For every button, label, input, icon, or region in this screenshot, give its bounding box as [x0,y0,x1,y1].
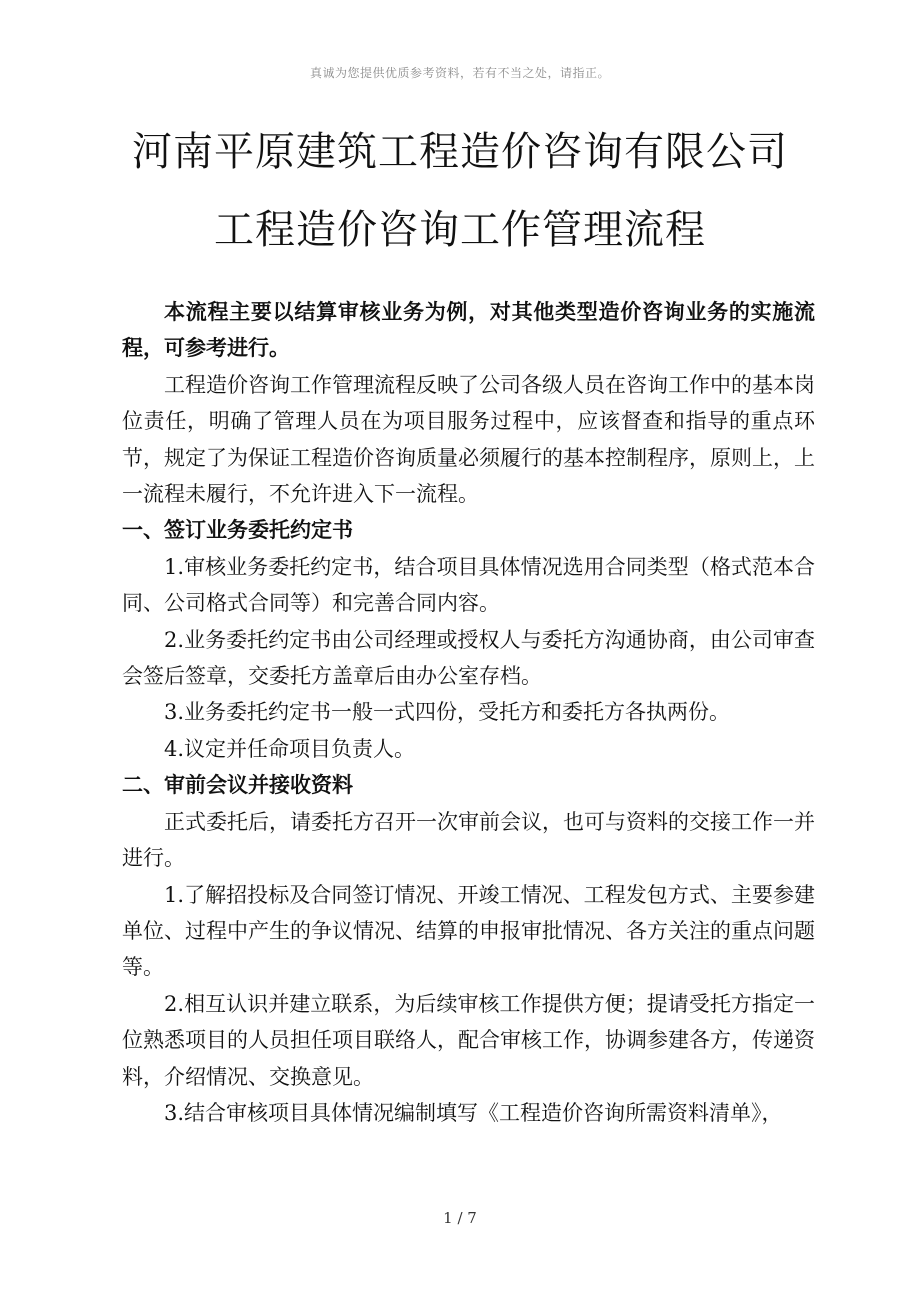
page-number: 1 / 7 [443,1209,477,1227]
list-item: 3.结合审核项目具体情况编制填写《工程造价咨询所需资料清单》， [164,1100,783,1125]
list-item: 1.审核业务委托约定书，结合项目具体情况选用合同类型（格式范本合同、公司格式合同等）和完善合同内容。 [122,554,815,616]
intro-bold-paragraph: 本流程主要以结算审核业务为例，对其他类型造价咨询业务的实施流程，可参考进行。 [122,299,815,361]
document-title: 工程造价咨询工作管理流程 [214,207,706,253]
intro-paragraph: 工程造价咨询工作管理流程反映了公司各级人员在咨询工作中的基本岗位责任，明确了管理人员在为项目服务过程中，应该督查和指导的重点环节，规定了为保证工程造价咨询质量必须履行的基本控制程序，原则上，上一流程未履行，不允许进入下一流程。 [122,372,815,507]
document-body [122,294,815,1131]
company-title: 河南平原建筑工程造价咨询有限公司 [132,129,788,175]
list-item: 3.业务委托约定书一般一式四份，受托方和委托方各执两份。 [164,700,731,725]
section-heading: 二、审前会议并接收资料 [122,772,353,798]
section-lead-paragraph: 正式委托后，请委托方召开一次审前会议，也可与资料的交接工作一并进行。 [122,809,815,871]
list-item: 4.议定并任命项目负责人。 [164,736,416,761]
header-note: 真诚为您提供优质参考资料，若有不当之处，请指正。 [309,66,610,80]
list-item: 1.了解招投标及合同签订情况、开竣工情况、工程发包方式、主要参建单位、过程中产生的争议情况、结算的申报审批情况、各方关注的重点问题等。 [122,882,815,980]
section-heading: 一、签订业务委托约定书 [122,517,353,543]
list-item: 2.业务委托约定书由公司经理或授权人与委托方沟通协商，由公司审查会签后签章，交委托方盖章后由办公室存档。 [122,627,815,689]
list-item: 2.相互认识并建立联系，为后续审核工作提供方便；提请受托方指定一位熟悉项目的人员担任项目联络人，配合审核工作，协调参建各方，传递资料，介绍情况、交换意见。 [122,991,815,1089]
